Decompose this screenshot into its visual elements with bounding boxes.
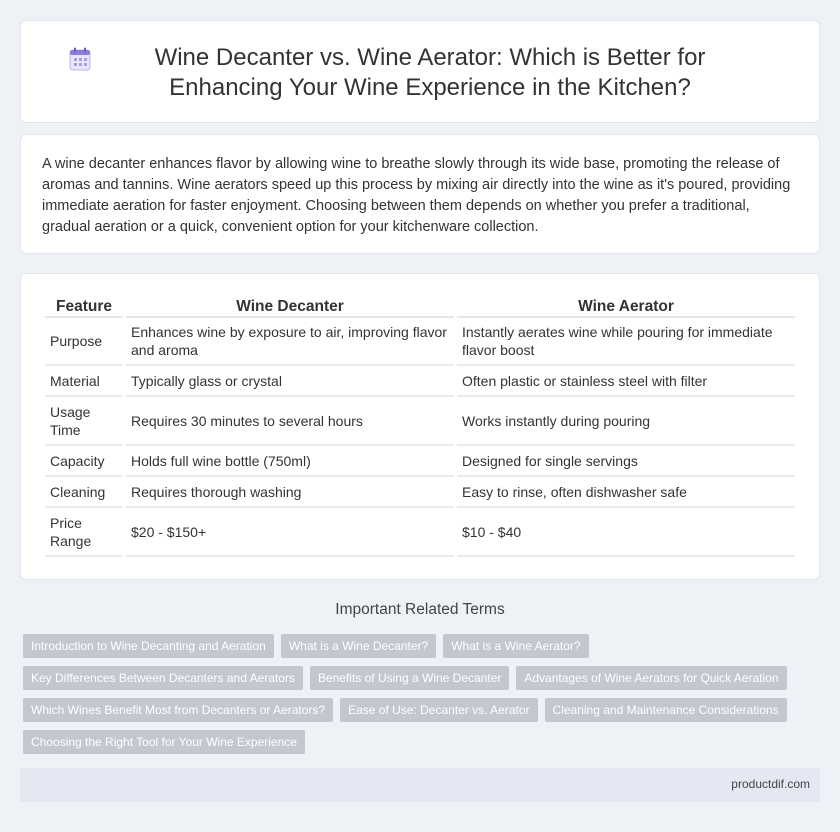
- table-row: [45, 366, 795, 397]
- feature-cell: Capacity: [45, 446, 123, 477]
- table-row: [45, 397, 795, 446]
- page-title: Wine Decanter vs. Wine Aerator: Which is Better for Enhancing Your Wine Experience in the Kitchen?: [154, 44, 706, 101]
- feature-cell: Price Range: [45, 508, 123, 557]
- aerator-cell: $10 - $40: [457, 508, 795, 557]
- aerator-cell: Easy to rinse, often dishwasher safe: [457, 477, 795, 508]
- related-term-tag[interactable]: Introduction to Wine Decanting and Aeration: [23, 634, 274, 658]
- intro-card: [20, 134, 820, 254]
- footer-site-name[interactable]: productdif.com: [731, 777, 810, 791]
- related-term-tag[interactable]: Key Differences Between Decanters and Aerators: [23, 666, 303, 690]
- related-term-tag[interactable]: Cleaning and Maintenance Considerations: [545, 698, 787, 722]
- feature-cell: Material: [45, 366, 123, 397]
- aerator-cell: Designed for single servings: [457, 446, 795, 477]
- comparison-table: [42, 294, 798, 557]
- related-term-tag[interactable]: Which Wines Benefit Most from Decanters or Aerators?: [23, 698, 333, 722]
- feature-cell: Purpose: [45, 318, 123, 366]
- footer-bar: [20, 768, 820, 802]
- related-term-tag[interactable]: Benefits of Using a Wine Decanter: [310, 666, 509, 690]
- feature-cell: Usage Time: [45, 397, 123, 446]
- decanter-cell: Enhances wine by exposure to air, improving flavor and aroma: [126, 318, 454, 366]
- table-row: [45, 477, 795, 508]
- table-row: [45, 446, 795, 477]
- related-terms-list: [23, 634, 813, 754]
- related-terms-heading: Important Related Terms: [335, 601, 505, 618]
- title-card: [20, 20, 820, 123]
- aerator-cell: Often plastic or stainless steel with filter: [457, 366, 795, 397]
- table-row: [45, 508, 795, 557]
- comparison-card: [20, 273, 820, 580]
- aerator-cell: Instantly aerates wine while pouring for immediate flavor boost: [457, 318, 795, 366]
- related-term-tag[interactable]: Ease of Use: Decanter vs. Aerator: [340, 698, 537, 722]
- column-header-decanter: Wine Decanter: [126, 294, 454, 318]
- decanter-cell: $20 - $150+: [126, 508, 454, 557]
- intro-paragraph: A wine decanter enhances flavor by allowing wine to breathe slowly through its wide base, promoting the release of aromas and tannins. Wine aerators speed up this process by mixing air directly into the wine as it's poured, providing immediate aeration for faster enjoyment. Choosing between them depends on whether you prefer a traditional, gradual aeration or a quick, convenient option for your kitchenware collection.: [42, 156, 791, 235]
- decanter-cell: Holds full wine bottle (750ml): [126, 446, 454, 477]
- aerator-cell: Works instantly during pouring: [457, 397, 795, 446]
- decanter-cell: Requires thorough washing: [126, 477, 454, 508]
- table-row: [45, 318, 795, 366]
- decanter-cell: Typically glass or crystal: [126, 366, 454, 397]
- related-term-tag[interactable]: What is a Wine Decanter?: [281, 634, 436, 658]
- column-header-feature: Feature: [45, 294, 123, 318]
- decanter-cell: Requires 30 minutes to several hours: [126, 397, 454, 446]
- feature-cell: Cleaning: [45, 477, 123, 508]
- column-header-aerator: Wine Aerator: [457, 294, 795, 318]
- related-term-tag[interactable]: Advantages of Wine Aerators for Quick Aeration: [516, 666, 786, 690]
- related-term-tag[interactable]: What is a Wine Aerator?: [443, 634, 588, 658]
- related-term-tag[interactable]: Choosing the Right Tool for Your Wine Experience: [23, 730, 305, 754]
